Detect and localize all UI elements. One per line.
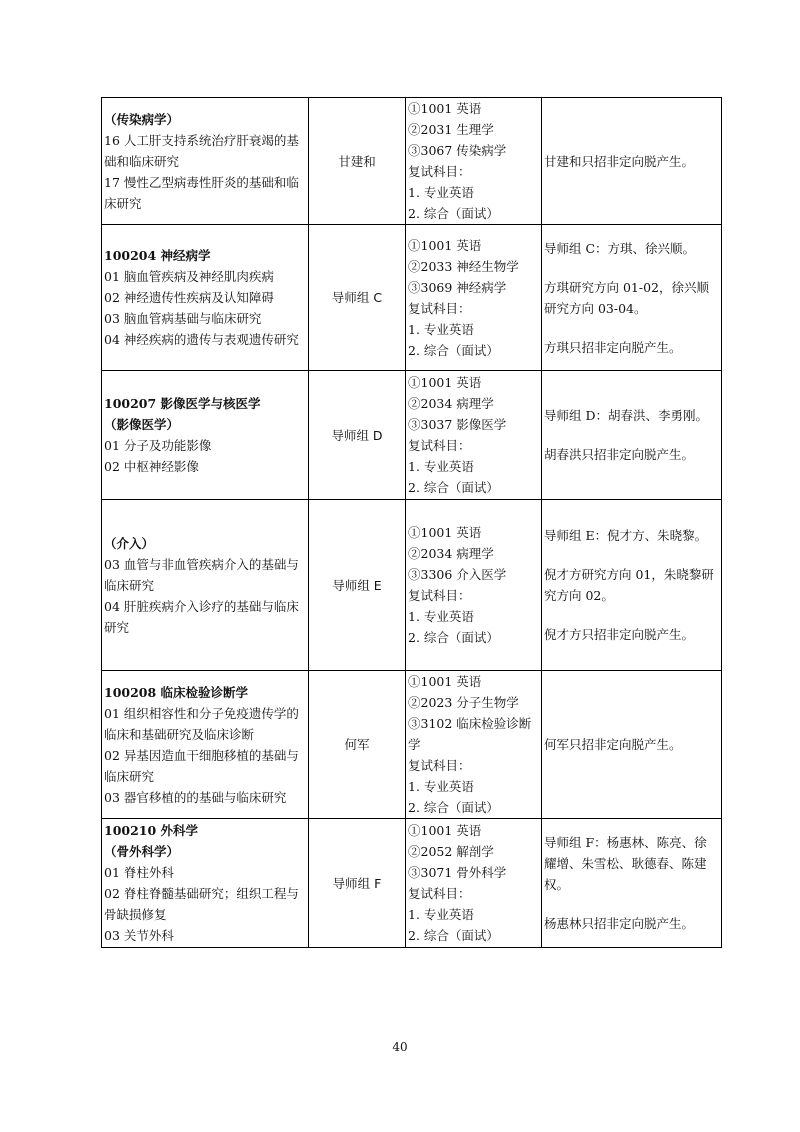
exam-subject: ③3069 神经病学 — [408, 279, 507, 295]
exam-subject: ②2034 病理学 — [408, 396, 494, 411]
exam-subject: ③3071 骨外科学 — [408, 865, 507, 880]
exam-subject: ①1001 英语 — [408, 525, 482, 540]
exam-subject: ②2023 分子生物学 — [408, 695, 519, 710]
research-direction: 03 关节外科 — [104, 928, 174, 943]
major-subtitle: （影像医学） — [104, 417, 180, 432]
advisor-cell: 导师组 E — [309, 500, 406, 671]
note-text: 导师组 C：方琪、徐兴顺。 — [544, 240, 696, 256]
retest-subject: 1. 专业英语 — [408, 609, 474, 624]
advisor-cell: 导师组 F — [309, 819, 406, 948]
note-text: 导师组 E：倪才方、朱晓黎。 — [544, 528, 708, 543]
research-direction: 01 脊柱外科 — [104, 865, 174, 880]
exam-subject: ②2031 生理学 — [408, 122, 494, 137]
major-cell — [102, 671, 309, 819]
notes-cell — [542, 225, 722, 371]
research-direction: 02 中枢神经影像 — [104, 459, 199, 474]
subjects-cell — [406, 671, 542, 819]
subjects-cell — [406, 819, 542, 948]
notes-cell — [542, 98, 722, 225]
notes-cell — [542, 500, 722, 671]
research-direction: 02 脊柱脊髓基础研究；组织工程与骨缺损修复 — [104, 886, 299, 922]
major-title: 100208 临床检验诊断学 — [104, 684, 249, 700]
table-row — [102, 671, 722, 819]
retest-subject: 2. 综合（面试） — [408, 342, 499, 358]
advisor-cell: 导师组 D — [309, 371, 406, 500]
notes-cell — [542, 819, 722, 948]
note-text: 倪才方只招非定向脱产生。 — [544, 627, 695, 642]
retest-label: 复试科目： — [408, 300, 471, 316]
major-title: （传染病学） — [104, 111, 180, 127]
subjects-cell — [406, 500, 542, 671]
major-cell — [102, 819, 309, 948]
research-direction: 03 血管与非血管疾病介入的基础与临床研究 — [104, 556, 299, 593]
note-text: 导师组 F：杨惠林、陈亮、徐耀增、朱雪松、耿德春、陈建权。 — [544, 835, 707, 892]
notes-cell — [542, 671, 722, 819]
retest-subject: 2. 综合（面试） — [408, 206, 499, 221]
retest-subject: 2. 综合（面试） — [408, 928, 499, 943]
table-row — [102, 98, 722, 225]
major-title: 100210 外科学 — [104, 823, 199, 838]
note-text: 导师组 D：胡春洪、李勇刚。 — [544, 408, 708, 423]
exam-subject: ③3306 介入医学 — [408, 567, 507, 582]
exam-subject: ①1001 英语 — [408, 823, 482, 838]
exam-subject: ③3037 影像医学 — [408, 417, 507, 432]
retest-subject: 2. 综合（面试） — [408, 630, 499, 645]
note-text: 甘建和只招非定向脱产生。 — [544, 153, 695, 169]
major-title: 100207 影像医学与核医学 — [104, 396, 261, 411]
major-cell — [102, 225, 309, 371]
exam-subject: ③3102 临床检验诊断学 — [408, 716, 532, 752]
research-direction: 03 器官移植的的基础与临床研究 — [104, 789, 287, 805]
exam-subject: ②2052 解剖学 — [408, 844, 494, 859]
note-text: 杨惠林只招非定向脱产生。 — [544, 916, 695, 931]
subjects-cell — [406, 98, 542, 225]
note-text: 方琪研究方向 01-02，徐兴顺研究方向 03-04。 — [544, 279, 710, 316]
table-row — [102, 371, 722, 500]
retest-label: 复试科目： — [408, 758, 471, 773]
exam-subject: ①1001 英语 — [408, 375, 482, 390]
exam-subject: ③3067 传染病学 — [408, 143, 507, 158]
major-subtitle: （骨外科学） — [104, 844, 180, 859]
research-direction: 02 异基因造血干细胞移植的基础与临床研究 — [104, 747, 299, 784]
note-spacer — [544, 895, 719, 913]
table-row — [102, 225, 722, 371]
major-title: 100204 神经病学 — [104, 248, 211, 263]
note-text: 何军只招非定向脱产生。 — [544, 737, 682, 752]
major-cell — [102, 98, 309, 225]
advisor-cell: 何军 — [309, 671, 406, 819]
retest-subject: 1. 专业英语 — [408, 459, 474, 474]
enrollment-catalog-table — [101, 97, 722, 948]
exam-subject: ①1001 英语 — [408, 101, 482, 116]
retest-label: 复试科目： — [408, 886, 471, 901]
retest-subject: 2. 综合（面试） — [408, 480, 499, 495]
major-cell — [102, 371, 309, 500]
retest-label: 复试科目： — [408, 438, 471, 453]
exam-subject: ①1001 英语 — [408, 237, 482, 253]
advisor-cell: 导师组 C — [309, 225, 406, 371]
major-cell — [102, 500, 309, 671]
note-text: 方琪只招非定向脱产生。 — [544, 339, 682, 355]
page-number: 40 — [392, 1040, 408, 1054]
note-spacer — [544, 546, 719, 564]
advisor-cell: 甘建和 — [309, 98, 406, 225]
research-direction: 02 神经遗传性疾病及认知障碍 — [104, 290, 274, 305]
subjects-cell — [406, 225, 542, 371]
retest-subject: 1. 专业英语 — [408, 907, 474, 922]
note-text: 胡春洪只招非定向脱产生。 — [544, 447, 695, 462]
research-direction: 01 组织相容性和分子免疫遗传学的临床和基础研究及临床诊断 — [104, 705, 299, 742]
research-direction: 16 人工肝支持系统治疗肝衰竭的基础和临床研究 — [104, 132, 299, 169]
exam-subject: ①1001 英语 — [408, 674, 482, 689]
retest-label: 复试科目： — [408, 588, 471, 603]
exam-subject: ②2034 病理学 — [408, 546, 494, 561]
note-spacer — [544, 426, 719, 444]
note-spacer — [544, 606, 719, 624]
note-text: 倪才方研究方向 01，朱晓黎研究方向 02。 — [544, 567, 714, 603]
table-row — [102, 819, 722, 948]
major-title: （介入） — [104, 535, 155, 551]
notes-cell — [542, 371, 722, 500]
research-direction: 01 分子及功能影像 — [104, 438, 212, 453]
retest-label: 复试科目： — [408, 164, 471, 179]
retest-subject: 1. 专业英语 — [408, 779, 474, 794]
research-direction: 03 脑血管病基础与临床研究 — [104, 311, 262, 326]
exam-subject: ②2033 神经生物学 — [408, 258, 519, 274]
research-direction: 04 神经疾病的遗传与表观遗传研究 — [104, 332, 299, 347]
retest-subject: 2. 综合（面试） — [408, 800, 499, 815]
retest-subject: 1. 专业英语 — [408, 185, 474, 200]
note-spacer — [544, 259, 719, 277]
subjects-cell — [406, 371, 542, 500]
research-direction: 01 脑血管疾病及神经肌肉疾病 — [104, 269, 274, 284]
note-spacer — [544, 319, 719, 337]
research-direction: 17 慢性乙型病毒性肝炎的基础和临床研究 — [104, 174, 299, 211]
retest-subject: 1. 专业英语 — [408, 321, 474, 337]
table-row — [102, 500, 722, 671]
research-direction: 04 肝脏疾病介入诊疗的基础与临床研究 — [104, 598, 299, 635]
